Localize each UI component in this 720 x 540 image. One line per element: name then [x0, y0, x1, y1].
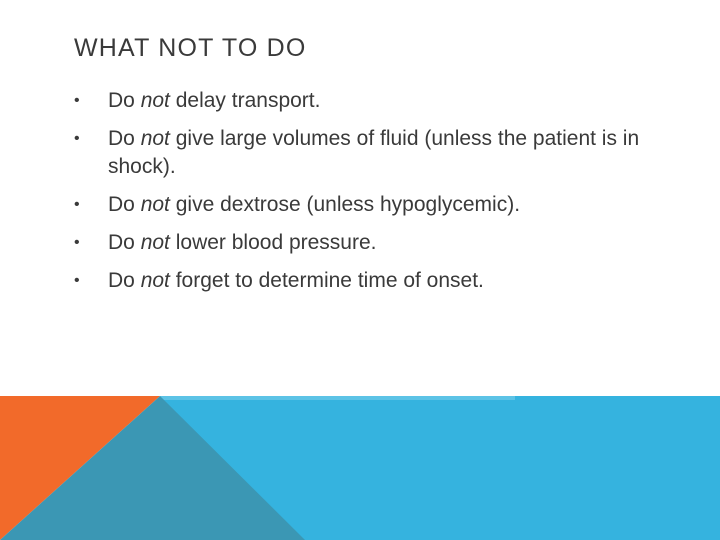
bullet-emphasis: not — [140, 231, 170, 254]
bullet-emphasis: not — [140, 193, 170, 216]
bullet-prefix: Do — [108, 89, 141, 112]
bullet-rest: forget to determine time of onset. — [169, 269, 484, 292]
bullet-rest: give dextrose (unless hypoglycemic). — [169, 193, 521, 216]
bullet-text — [108, 231, 377, 254]
bullet-prefix: Do — [108, 269, 141, 292]
bullet-dot-icon: • — [74, 234, 80, 251]
bullet-item — [74, 267, 674, 295]
bullet-text — [108, 89, 320, 112]
bullet-item — [74, 125, 674, 181]
bullet-dot-icon: • — [74, 196, 80, 213]
slide-title: WHAT NOT TO DO — [74, 34, 307, 62]
bullet-emphasis: not — [140, 269, 170, 292]
bullet-dot-icon: • — [74, 272, 80, 289]
decorative-geometric-shapes — [0, 396, 720, 540]
bullet-dot-icon: • — [74, 130, 80, 147]
bullet-prefix: Do — [108, 193, 141, 216]
bullet-text — [108, 269, 484, 292]
bullet-rest: give large volumes of fluid (unless the patient is in shock). — [108, 127, 640, 178]
bullet-item — [74, 229, 674, 257]
bullet-item — [74, 87, 674, 115]
bullet-item — [74, 191, 674, 219]
bullet-rest: lower blood pressure. — [169, 231, 377, 254]
bullet-dot-icon: • — [74, 92, 80, 109]
bullet-emphasis: not — [140, 89, 170, 112]
bullet-prefix: Do — [108, 231, 141, 254]
bullet-list — [74, 87, 674, 305]
bullet-text — [108, 127, 639, 178]
bullet-rest: delay transport. — [169, 89, 321, 112]
light-blue-strip-shape — [160, 396, 515, 400]
bullet-prefix: Do — [108, 127, 141, 150]
bullet-text — [108, 193, 520, 216]
bullet-emphasis: not — [140, 127, 170, 150]
